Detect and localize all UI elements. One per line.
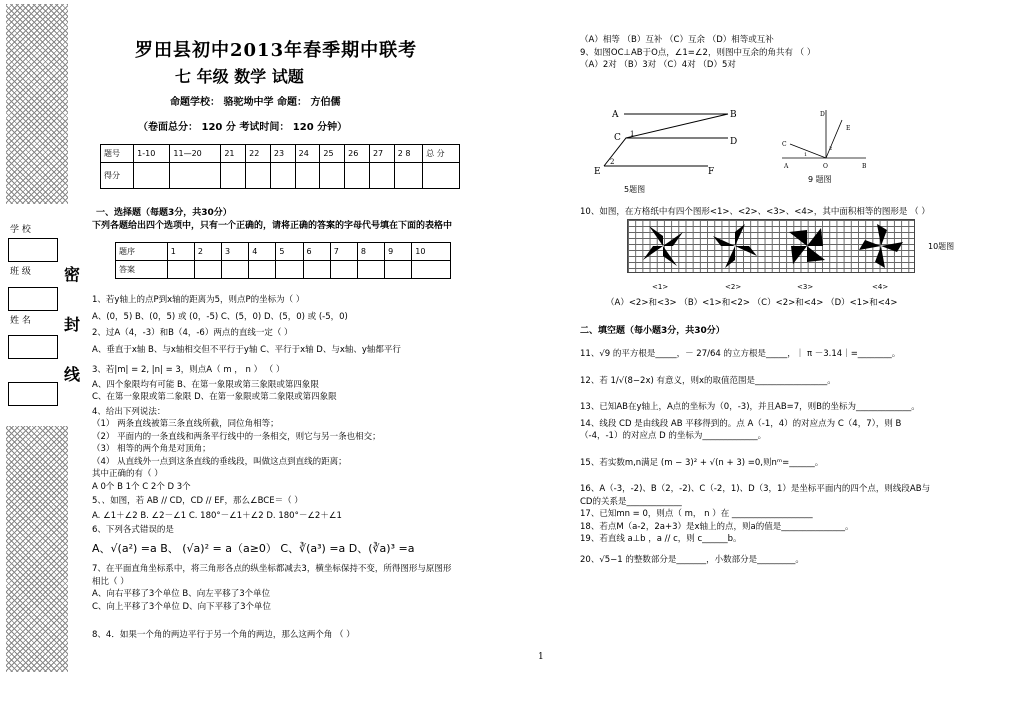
question-line: （2） 平面内的一条直线和两条平行线中的一条相交，则它与另一条也相交； [92, 431, 381, 442]
figure-5 [590, 106, 750, 196]
table-cell: 2 [194, 243, 221, 261]
answer-cell[interactable] [330, 261, 357, 279]
table-cell: 7 [330, 243, 357, 261]
table-cell: 27 [369, 145, 394, 163]
question-line: （A）2对 （B）3对 （C）4对 （D）5对 [580, 60, 736, 70]
binding-hatch-bottom [6, 426, 68, 672]
table-cell: 4 [249, 243, 276, 261]
question-line: 1、若y轴上的点P到x轴的距离为5，则点P的坐标为（ ） [92, 295, 305, 305]
school-field[interactable] [8, 238, 58, 262]
fill-question: 20、√5−1 的整数部分是_______，小数部分是_________。 [580, 554, 804, 565]
exam-subtitle: 七 年级 数学 试题 [175, 67, 304, 86]
question-line: A、向右平移了3个单位 B、向左平移了3个单位 [92, 589, 271, 599]
answer-cell[interactable] [167, 261, 194, 279]
score-cell[interactable] [320, 163, 345, 189]
fig10-shape-label-3: <3> [797, 283, 814, 291]
answer-cell[interactable] [194, 261, 221, 279]
score-cell[interactable] [246, 163, 271, 189]
table-cell: 5 [276, 243, 303, 261]
fig9-label-c: C [782, 141, 787, 148]
table-cell: 总 分 [423, 145, 460, 163]
table-cell: 11—20 [170, 145, 221, 163]
score-cell[interactable] [221, 163, 246, 189]
question-line: A、垂直于x轴 B、与x轴相交但不平行于y轴 C、平行于x轴 D、与x轴、y轴都平行 [92, 344, 401, 355]
fig5-caption: 5题图 [624, 185, 646, 194]
table-cell: 23 [270, 145, 295, 163]
question-line: C、向上平移了3个单位 D、向下平移了3个单位 [92, 601, 271, 612]
question-line: 其中正确的有（ ） [92, 469, 163, 479]
score-cell[interactable] [394, 163, 422, 189]
table-cell: 26 [345, 145, 370, 163]
fill-question: 12、若 1/√(8−2x) 有意义，则x的取值范围是_________________。 [580, 375, 836, 386]
right-questions-top [580, 34, 815, 72]
binding-hatch-top [6, 4, 68, 204]
fig5-angle-1: 1 [630, 130, 635, 138]
question-line: 9、如图OC⊥AB于O点，∠1=∠2，则图中互余的角共有 （ ） [580, 47, 816, 58]
question-line: 8、4．如果一个角的两边平行于另一个角的两边，那么这两个角 （ ） [92, 630, 355, 640]
class-label: 班 级 [10, 267, 31, 277]
answer-cell[interactable] [249, 261, 276, 279]
section1-heading: 一、选择题（每题3分，共30分） [96, 208, 232, 218]
score-table-score-row [101, 163, 460, 189]
table-cell: 25 [320, 145, 345, 163]
fig9-label-a: A [784, 163, 789, 170]
table-cell: 22 [246, 145, 271, 163]
score-time-line: （卷面总分： 120 分 考试时间： 120 分钟） [138, 122, 348, 133]
answer-cell[interactable] [357, 261, 384, 279]
pinwheel-1 [643, 226, 683, 266]
fig9-label-b: B [862, 163, 867, 170]
school-label: 学 校 [10, 225, 31, 235]
exam-title: 罗田县初中2013年春季期中联考 [135, 40, 418, 61]
fig9-caption: 9 题图 [808, 175, 832, 184]
setter-line: 命题学校： 骆驼坳中学 命题： 方伯儒 [170, 97, 341, 108]
score-cell[interactable] [170, 163, 221, 189]
table-cell: 答案 [116, 261, 168, 279]
score-table-header-row [101, 145, 460, 163]
q10-options: （A）<2>和<3> （B）<1>和<2> （C）<2>和<4> （D）<1>和<4> [606, 298, 898, 308]
name-label: 姓 名 [10, 316, 31, 326]
fill-question: 14、线段 CD 是由线段 AB 平移得到的。点 A（-1，4）的对应点为 C（4，7），则 B [580, 418, 902, 429]
fig5-label-a: A [612, 110, 619, 120]
fill-question: 11、√9 的平方根是_____，－ 27/64 的立方根是_____，｜ π －3.14｜=________。 [580, 349, 901, 359]
table-cell: 24 [295, 145, 320, 163]
table-cell: 3 [222, 243, 249, 261]
fill-question: 13、已知AB在y轴上，A点的坐标为（0，-3)，并且AB=7，则B的坐标为_____________。 [580, 402, 920, 412]
fill-question: CD的关系是_____________ [580, 496, 682, 507]
question-line: （A）相等 （B）互补 （C）互余 （D）相等或互补 [580, 35, 774, 45]
table-cell: 8 [357, 243, 384, 261]
fill-question: 17、已知mn = 0，则点（ m， n ）在 ___________________ [580, 509, 813, 519]
seal-char-3: 线 [64, 365, 81, 384]
question-line: C、在第一象限或第二象限 D、在第一象限或第二象限或第四象限 [92, 392, 337, 402]
fill-question: 16、A（-3，-2)、B（2，-2)、C（-2，1)、D（3，1）是坐标平面内的四个点，则线段AB与 [580, 484, 931, 494]
section2-questions [580, 348, 930, 566]
fill-question: （-4，-1）的对应点 D 的坐标为_____________。 [580, 431, 767, 441]
class-field[interactable] [8, 287, 58, 311]
table-cell: 得分 [101, 163, 134, 189]
question-line: （4） 从直线外一点到这条直线的垂线段，叫做这点到直线的距离； [92, 456, 347, 467]
fig10-shape-label-1: <1> [652, 283, 669, 291]
table-cell: 21 [221, 145, 246, 163]
figure-9 [776, 106, 876, 176]
table-cell: 10 [412, 243, 451, 261]
fig10-caption: 10题图 [928, 242, 955, 251]
seal-char-1: 密 [64, 265, 81, 284]
q10-text: 10、如图，在方格纸中有四个图形<1>、<2>、<3>、<4>，其中面积相等的图形是 （ ） [580, 207, 930, 217]
score-table [100, 144, 460, 189]
question-line: 相比（ ） [92, 576, 129, 587]
table-cell: 6 [303, 243, 330, 261]
score-cell[interactable] [369, 163, 394, 189]
pinwheel-4 [859, 224, 903, 268]
table-cell: 2 8 [394, 145, 422, 163]
fill-question: 15、若实数m,n满足 (m − 3)² + √(n + 3) =0,则nᵐ=______。 [580, 457, 824, 468]
score-cell[interactable] [295, 163, 320, 189]
section2-heading: 二、填空题（每小题3分，共30分） [580, 326, 725, 336]
score-cell[interactable] [270, 163, 295, 189]
score-cell[interactable] [345, 163, 370, 189]
question-line: （3） 相等的两个角是对顶角； [92, 444, 211, 454]
answer-table-header-row [116, 243, 451, 261]
question-line: 7、在平面直角坐标系中，将三角形各点的纵坐标都减去3，横坐标保持不变，所得图形与原图形 [92, 564, 452, 574]
question-line: A. ∠1＋∠2 B. ∠2－∠1 C. 180°－∠1＋∠2 D. 180°－∠2＋∠1 [92, 510, 342, 521]
question-line: 3、若|m| = 2, |n| = 3，则点A（ m ， n ） （ ） [92, 365, 285, 375]
section1-instruction: 下列各题给出四个选项中，只有一个正确的，请将正确的答案的字母代号填在下面的表格中 [92, 221, 453, 231]
number-field[interactable] [8, 382, 58, 406]
question-line: （1） 两条直线被第三条直线所截，同位角相等； [92, 419, 279, 429]
answer-cell[interactable] [222, 261, 249, 279]
table-cell: 9 [385, 243, 412, 261]
fig5-label-c: C [614, 133, 621, 143]
q10-pinwheels [627, 219, 915, 273]
question-line: A 0个 B 1个 C 2个 D 3个 [92, 481, 191, 492]
pinwheel-2 [713, 224, 757, 268]
answer-cell[interactable] [303, 261, 330, 279]
table-cell: 题号 [101, 145, 134, 163]
question-line: 6、下列各式错误的是 [92, 525, 174, 535]
answer-table-answer-row [116, 261, 451, 279]
fig9-label-o: O [823, 163, 828, 170]
fig5-angle-2: 2 [610, 158, 615, 166]
name-field[interactable] [8, 335, 58, 359]
fig10-shape-label-4: <4> [872, 283, 889, 291]
question-line: A、(0，5) B、(0，5) 或 (0，-5) C、(5，0) D、(5，0) 或 (-5，0) [92, 311, 348, 322]
question-line: 2、过A（4，-3）和B（4，-6）两点的直线一定（ ） [92, 328, 293, 338]
table-cell: 1-10 [134, 145, 170, 163]
question-line: 5、、如图，若 AB // CD，CD // EF，那么∠BCE＝（ ） [92, 496, 303, 506]
score-cell[interactable] [134, 163, 170, 189]
fig5-label-d: D [730, 137, 738, 147]
fig5-label-f: F [708, 167, 715, 177]
fig9-angle-2: 2 [829, 146, 833, 152]
score-cell[interactable] [423, 163, 460, 189]
answer-table [115, 242, 451, 279]
pinwheel-3 [789, 228, 825, 264]
fill-question: 18、若点M（a-2，2a+3）是x轴上的点，则a的值是_______________。 [580, 521, 854, 532]
fig10-shape-label-2: <2> [725, 283, 742, 291]
table-cell: 题序 [116, 243, 168, 261]
answer-cell[interactable] [412, 261, 451, 279]
fill-question: 19、若直线 a⊥b ，a // c，则 c______b。 [580, 534, 742, 544]
answer-cell[interactable] [276, 261, 303, 279]
fig9-label-e: E [846, 125, 851, 132]
fig9-angle-1: 1 [804, 152, 808, 158]
table-cell: 1 [167, 243, 194, 261]
seal-char-2: 封 [64, 315, 81, 334]
fig9-label-d: D [820, 111, 825, 118]
question-line: 4、给出下列说法： [92, 406, 166, 417]
question-line: A、√(a²) =a B、 (√a)² = a（a≥0） C、∛(a³) =a D、(∛a)³ =a [92, 541, 415, 555]
question-line: A、四个象限均有可能 B、在第一象限或第三象限或第四象限 [92, 379, 319, 390]
answer-cell[interactable] [385, 261, 412, 279]
fig5-label-b: B [730, 110, 737, 120]
page-number: 1 [538, 652, 544, 662]
left-questions [92, 294, 451, 642]
fig5-label-e: E [594, 167, 601, 177]
